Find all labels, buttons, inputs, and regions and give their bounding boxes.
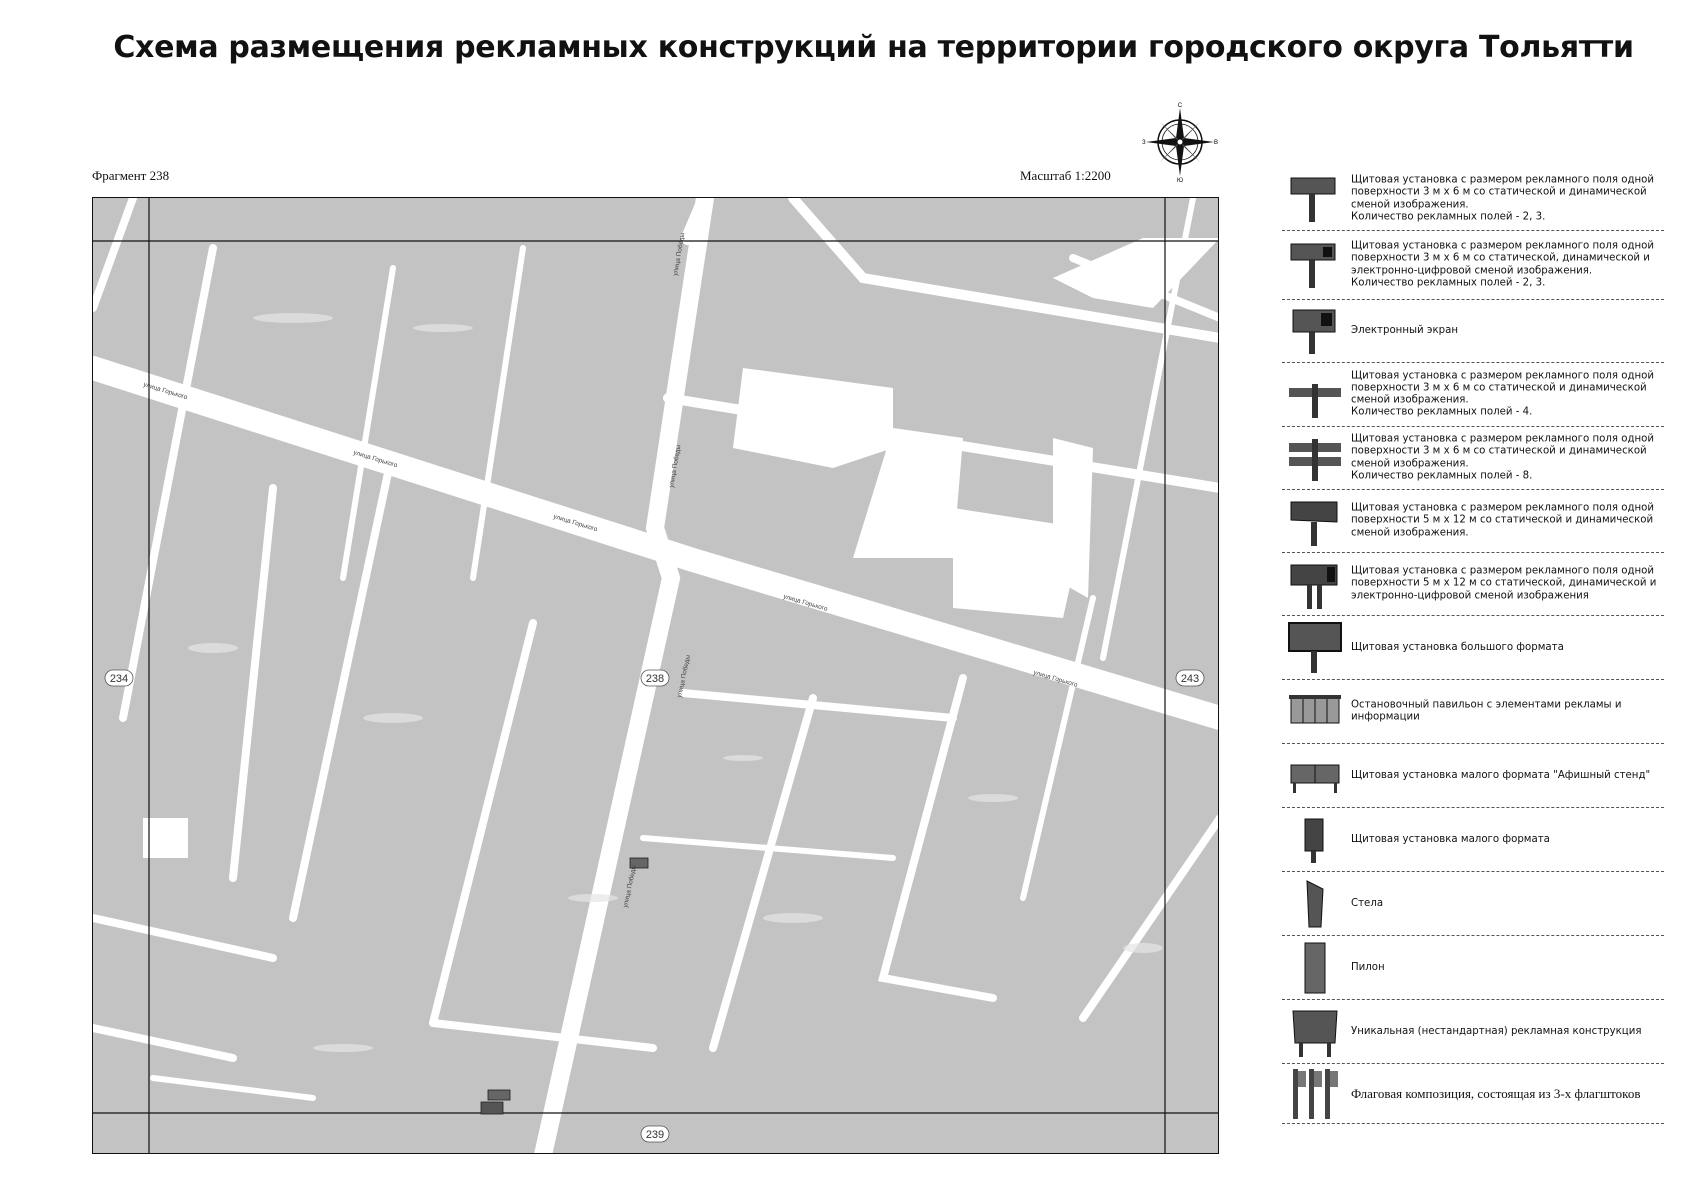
compass-south-label: Ю [1176, 178, 1184, 182]
legend-item [1282, 363, 1664, 427]
fragment-number-bottom [641, 1126, 669, 1142]
legend-item-text: Электронный экран [1351, 324, 1459, 336]
compass-east-label: В [1214, 140, 1219, 146]
legend-item [1282, 490, 1664, 553]
small-format-billboard-icon [1287, 811, 1345, 869]
billboard-icon [1287, 170, 1345, 228]
billboard-marker[interactable] [488, 1090, 510, 1100]
billboard-8-sides-icon [1287, 429, 1345, 487]
legend-item [1282, 231, 1664, 300]
legend-item [1282, 1000, 1664, 1064]
legend-item-text: Щитовая установка с размером рекламного поля одной поверхности 3 м х 6 м со статической, динамической и электронно-цифровой сменой изображения. Количество рекламных полей - 2, 3. [1351, 240, 1655, 289]
legend-item [1282, 168, 1664, 231]
svg-text:243: 243 [1180, 673, 1200, 685]
legend-item [1282, 808, 1664, 872]
legend-item-text: Щитовая установка с размером рекламного поля одной поверхности 3 м х 6 м со статической и динамической сменой изображения. Количество рекламных полей - 4. [1351, 369, 1655, 418]
unique-construction-icon [1287, 1003, 1345, 1061]
legend-item-text: Щитовая установка с размером рекламного поля одной поверхности 5 м х 12 м со статической и динамической сменой изображения. [1351, 502, 1655, 539]
stele-icon [1287, 875, 1345, 933]
legend-item-text: Щитовая установка с размером рекламного поля одной поверхности 5 м х 12 м со статической, динамической и электронно-цифровой сменой изображения [1351, 565, 1657, 602]
street-label: улица Горького [782, 593, 829, 613]
billboard-4-sides-icon [1287, 366, 1345, 424]
legend-item-text: Стела [1351, 897, 1384, 909]
street-label: улица Победы [622, 864, 639, 909]
billboard-marker[interactable] [481, 1102, 503, 1114]
billboard-5x12-icon [1287, 492, 1345, 550]
fragment-number-left [105, 670, 133, 686]
legend-item-text: Щитовая установка малого формата "Афишный стенд" [1351, 769, 1651, 781]
pylon-icon [1287, 939, 1345, 997]
bus-stop-pavilion-icon [1287, 683, 1345, 741]
street-label: улица Победы [672, 232, 687, 277]
svg-text:234: 234 [109, 673, 129, 685]
legend-item-text: Щитовая установка большого формата [1351, 641, 1564, 653]
flag-composition-icon [1287, 1065, 1345, 1123]
legend-item [1282, 680, 1664, 744]
legend-item [1282, 872, 1664, 936]
scale-label: Масштаб 1:2200 [1020, 168, 1111, 183]
svg-text:239: 239 [645, 1129, 665, 1141]
legend-item-text: Флаговая композиция, состоящая из 3-х флагштоков [1351, 1085, 1641, 1101]
legend-item [1282, 616, 1664, 680]
legend-item-text: Остановочный павильон с элементами рекламы и информации [1351, 699, 1622, 723]
large-format-billboard-icon [1287, 619, 1345, 677]
street-label: улица Победы [668, 444, 683, 489]
poster-stand-icon [1287, 747, 1345, 805]
legend-item [1282, 553, 1664, 616]
legend [1282, 168, 1664, 1124]
electronic-screen-icon [1287, 302, 1345, 360]
fragment-label: Фрагмент 238 [92, 168, 170, 183]
legend-item-text: Щитовая установка с размером рекламного поля одной поверхности 3 м х 6 м со статической и динамической сменой изображения. Количество рекламных полей - 2, 3. [1351, 174, 1655, 223]
street-label: улица Горького [1032, 669, 1079, 689]
legend-item [1282, 936, 1664, 1000]
fragment-number-center [641, 670, 669, 686]
legend-item-text: Пилон [1351, 961, 1385, 973]
street-label: улица Горького [552, 513, 599, 534]
legend-item-text: Щитовая установка малого формата [1351, 833, 1550, 845]
billboard-digital-icon [1287, 236, 1345, 294]
compass-rose-icon [1140, 102, 1220, 187]
street-label: улица Победы [676, 654, 693, 699]
compass-west-label: З [1142, 140, 1146, 146]
map-fragment[interactable] [92, 197, 1219, 1154]
fragment-number-right [1176, 670, 1204, 686]
billboard-5x12-digital-icon [1287, 555, 1345, 613]
compass-north-label: С [1177, 103, 1183, 109]
street-label: улица Горького [352, 449, 399, 470]
legend-item [1282, 427, 1664, 490]
legend-item-text: Уникальная (нестандартная) рекламная конструкция [1351, 1025, 1642, 1037]
page-title: Схема размещения рекламных конструкций на территории городского округа Тольятти [113, 30, 1634, 65]
svg-text:238: 238 [645, 673, 665, 685]
street-label: улица Горького [142, 381, 189, 402]
legend-item-text: Щитовая установка с размером рекламного поля одной поверхности 3 м х 6 м со статической и динамической сменой изображения. Количество рекламных полей - 8. [1351, 433, 1655, 482]
legend-item [1282, 744, 1664, 808]
legend-item [1282, 300, 1664, 363]
legend-item [1282, 1064, 1664, 1124]
